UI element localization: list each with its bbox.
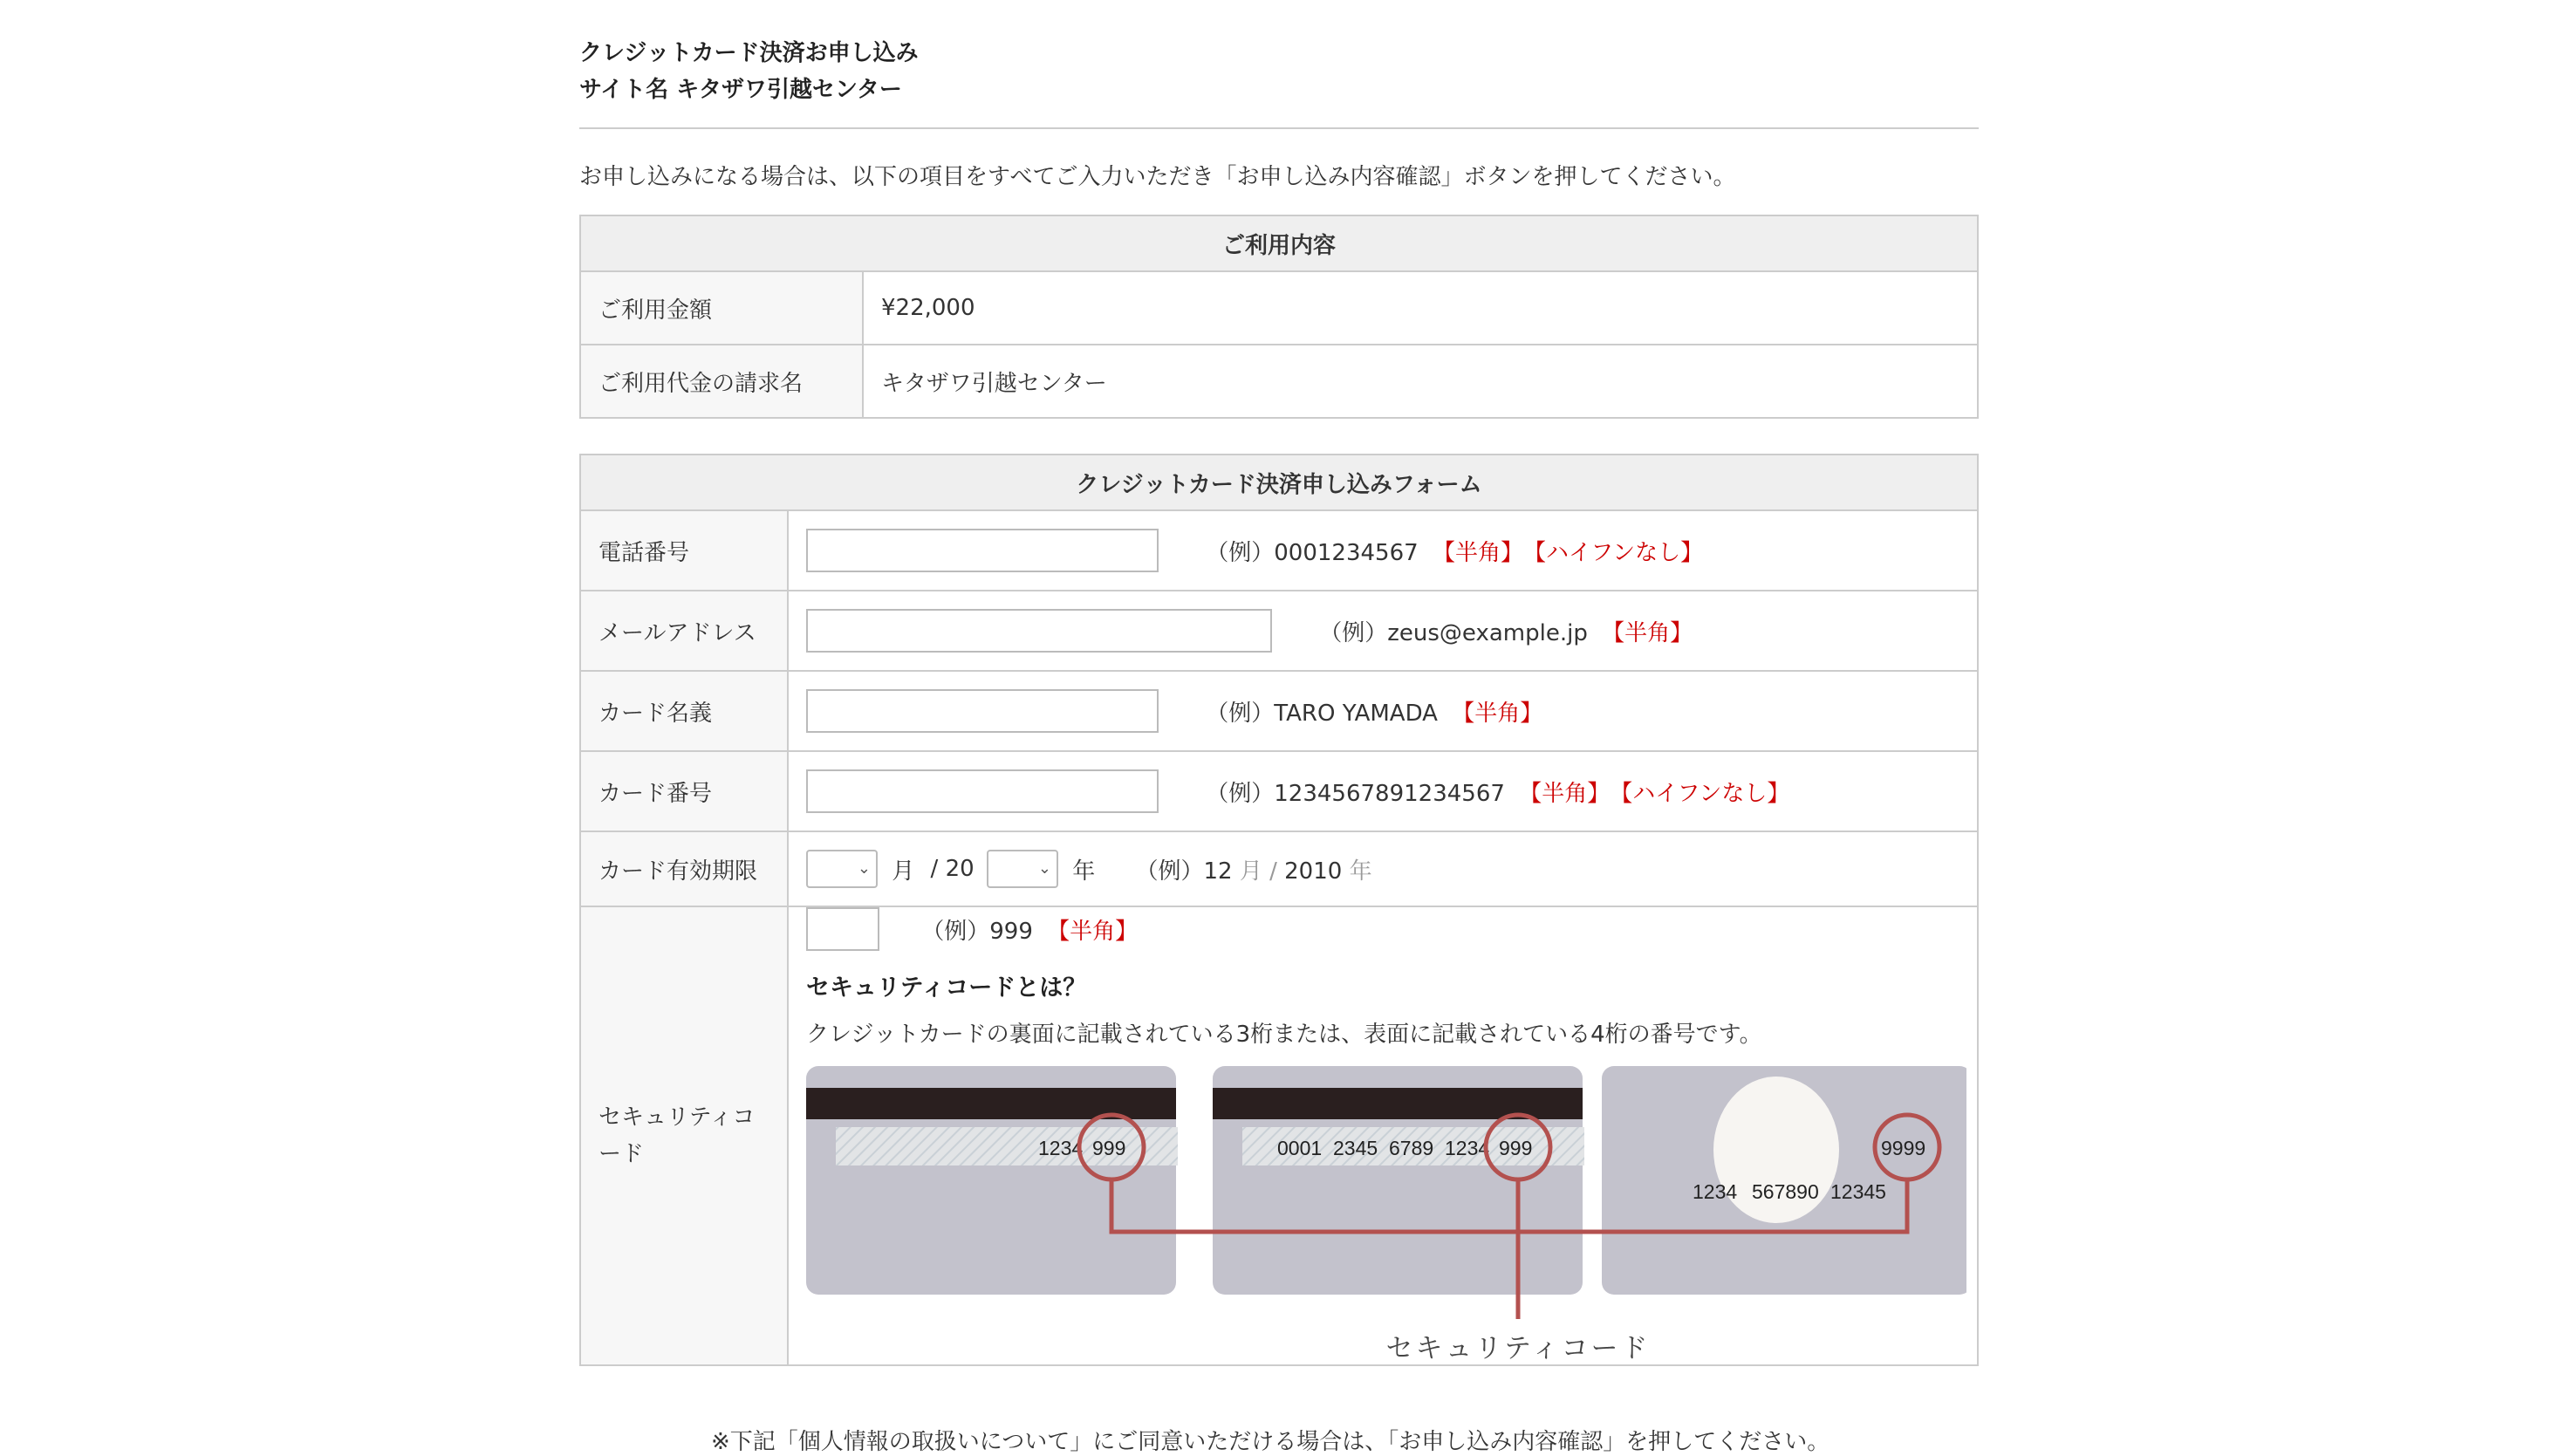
expiry-example-sep: / — [1269, 858, 1277, 885]
expiry-example-month-unit: 月 — [1239, 858, 1262, 885]
header-divider — [579, 127, 1979, 129]
form-row-card-number — [580, 751, 1978, 831]
phone-no-hyphen-tag: 【ハイフンなし】 — [1522, 539, 1704, 566]
card-back-1-code: 999 — [1092, 1137, 1126, 1159]
card-back-2 — [1213, 1066, 1584, 1295]
form-row-expiry — [580, 831, 1978, 906]
card-back-1 — [806, 1066, 1178, 1295]
expiry-example-year: 2010 — [1284, 858, 1343, 885]
security-code-cell — [788, 906, 1978, 1365]
usage-billing-name-label: ご利用代金の請求名 — [580, 345, 863, 418]
chevron-down-icon: ⌄ — [1037, 859, 1051, 878]
expiry-month-select[interactable] — [806, 850, 878, 888]
card-name-example: （例）TARO YAMADA — [1206, 700, 1438, 727]
usage-table — [579, 215, 1979, 419]
email-label: メールアドレス — [580, 591, 788, 671]
expiry-label: カード有効期限 — [580, 831, 788, 906]
form-row-email — [580, 591, 1978, 671]
expiry-example-year-unit: 年 — [1349, 858, 1372, 885]
security-code-example: （例）999 — [921, 918, 1033, 945]
security-code-halfwidth-tag: 【半角】 — [1047, 918, 1139, 945]
security-code-label: セキュリティコード — [580, 906, 788, 1365]
card-name-cell — [788, 671, 1978, 751]
card-name-halfwidth-tag: 【半角】 — [1452, 700, 1543, 727]
expiry-example-prefix: （例）12 — [1135, 858, 1233, 885]
email-input[interactable] — [806, 609, 1272, 653]
usage-billing-name-value: キタザワ引越センター — [863, 345, 1978, 418]
card-number-halfwidth-tag: 【半角】 — [1519, 780, 1611, 807]
card-back-1-signature-panel — [836, 1127, 1178, 1165]
content-wrapper — [579, 0, 1979, 1366]
card-number-input[interactable] — [806, 769, 1159, 813]
email-cell — [788, 591, 1978, 671]
card-number-cell — [788, 751, 1978, 831]
page-title: クレジットカード決済お申し込み — [579, 40, 919, 66]
page-header — [579, 0, 1979, 108]
expiry-example — [1135, 853, 1371, 885]
card-number-example: （例）1234567891234567 — [1206, 780, 1505, 807]
card-back-2-number-2: 2345 — [1333, 1137, 1378, 1159]
card-back-2-number-1: 0001 — [1277, 1137, 1323, 1159]
credit-card-form-table — [579, 454, 1979, 1366]
security-code-illustration — [806, 1059, 1966, 1364]
card-front-code: 9999 — [1881, 1137, 1926, 1159]
security-code-caption: セキュリティコード — [1385, 1333, 1651, 1364]
card-number-no-hyphen-tag: 【ハイフンなし】 — [1610, 780, 1790, 807]
card-back-2-number-3: 6789 — [1389, 1137, 1434, 1159]
usage-amount-value: ¥22,000 — [863, 271, 1978, 345]
email-halfwidth-tag: 【半角】 — [1602, 619, 1693, 646]
phone-halfwidth-tag: 【半角】 — [1432, 539, 1523, 566]
form-row-card-name — [580, 671, 1978, 751]
security-code-input[interactable] — [806, 907, 879, 951]
form-row-security-code — [580, 906, 1978, 1365]
usage-row-billing-name — [580, 345, 1978, 418]
card-name-label: カード名義 — [580, 671, 788, 751]
phone-label: 電話番号 — [580, 510, 788, 591]
form-table-caption: クレジットカード決済申し込みフォーム — [580, 455, 1978, 510]
usage-row-amount — [580, 271, 1978, 345]
card-back-2-number-4: 1234 — [1445, 1137, 1490, 1159]
card-back-2-code: 999 — [1499, 1137, 1533, 1159]
phone-cell — [788, 510, 1978, 591]
usage-table-caption: ご利用内容 — [580, 215, 1978, 271]
security-code-help-title: セキュリティコードとは？ — [806, 974, 1087, 1001]
expiry-cell — [788, 831, 1978, 906]
email-example: （例）zeus@example.jp — [1319, 619, 1588, 646]
expiry-year-select[interactable] — [987, 850, 1058, 888]
card-front-number-3: 12345 — [1830, 1180, 1886, 1203]
phone-example: （例）0001234567 — [1206, 539, 1419, 566]
chevron-down-icon: ⌄ — [857, 859, 871, 878]
expiry-year-unit: 年 — [1072, 858, 1096, 885]
card-front — [1602, 1066, 1966, 1295]
usage-amount-label: ご利用金額 — [580, 271, 863, 345]
card-front-number-2: 567890 — [1752, 1180, 1819, 1203]
card-front-number-1: 1234 — [1693, 1180, 1738, 1203]
site-name: サイト名 キタザワ引越センター — [579, 77, 902, 103]
consent-note: ※下記「個人情報の取扱いについて」にご同意いただける場合は、「お申し込み内容確認」を押してください。 — [711, 1429, 1830, 1455]
phone-input[interactable] — [806, 529, 1159, 572]
form-row-phone — [580, 510, 1978, 591]
intro-text: お申し込みになる場合は、以下の項目をすべてご入力いただき「お申し込み内容確認」ボタンを押してください。 — [579, 164, 1736, 190]
card-name-input[interactable] — [806, 689, 1159, 733]
security-code-help-desc: クレジットカードの裏面に記載されている3桁または、表面に記載されている4桁の番号です。 — [806, 1022, 1762, 1048]
card-number-label: カード番号 — [580, 751, 788, 831]
card-back-1-number: 1234 — [1038, 1137, 1084, 1159]
expiry-year-prefix: / 20 — [930, 856, 975, 882]
expiry-month-unit: 月 — [892, 858, 915, 885]
